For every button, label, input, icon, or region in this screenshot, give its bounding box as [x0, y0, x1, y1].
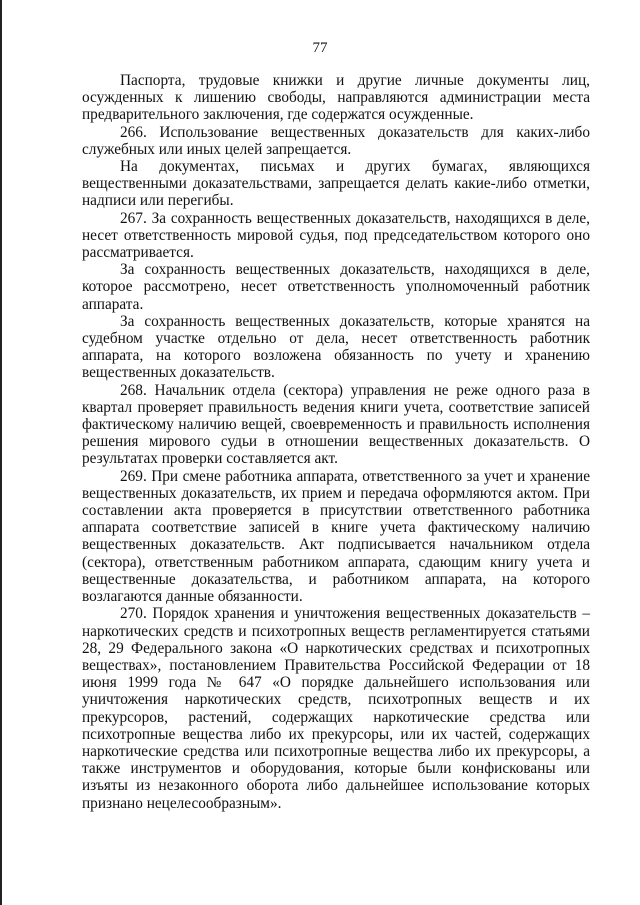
- paragraph-270: 270. Порядок хранения и уничтожения вещественных доказательств – наркотических средств и психотропных веществ регламентируется статьями 28, 29 Федерального закона «О наркотических средствах и психотропных веществах», постановлением Правительства Российской Федерации от 18 июня 1999 года № 647 «О порядке дальнейшего использования или уничтожения наркотических средств, психотропных веществ и их прекурсоров, растений, содержащих наркотические средства или психотропные вещества либо их прекурсоры, или их частей, содержащих наркотические средства или психотропные вещества либо их прекурсоры, а также инструментов и оборудования, которые были конфискованы или изъяты из незаконного оборота либо дальнейшее использование которых признано нецелесообразным».: [82, 605, 590, 812]
- paragraph-269: 269. При смене работника аппарата, ответственного за учет и хранение вещественных доказательств, их прием и передача оформляются актом. При составлении акта проверяется в присутствии ответственного работника аппарата соответствие записей в книге учета фактическому наличию вещественных доказательств. Акт подписывается начальником отдела (сектора), ответственным работником аппарата, сдающим книгу учета и вещественные доказательства, и работником аппарата, на которого возлагаются данные обязанности.: [82, 467, 590, 606]
- page-number: 77: [312, 40, 328, 56]
- paragraph-documents-of-convicts: Паспорта, трудовые книжки и другие личные документы лиц, осужденных к лишению свободы, направляются администрации места предварительного заключения, где содержатся осужденные.: [82, 72, 590, 124]
- document-body: [82, 72, 590, 812]
- paragraph-266-marks: На документах, письмах и других бумагах, являющихся вещественными доказательствами, запрещается делать какие-либо отметки, надписи или перегибы.: [82, 158, 590, 210]
- page-left-edge: [0, 0, 2, 905]
- paragraph-267-considered-case: За сохранность вещественных доказательств, находящихся в деле, которое рассмотрено, несет ответственность уполномоченный работник аппарата.: [82, 261, 590, 313]
- paragraph-267: 267. За сохранность вещественных доказательств, находящихся в деле, несет ответственность мировой судья, под председательством которого оно рассматривается.: [82, 209, 590, 262]
- paragraph-267-separate-storage: За сохранность вещественных доказательств, которые хранятся на судебном участке отдельно от дела, несет ответственность работник аппарата, на которого возложена обязанность по учету и хранению вещественных доказательств.: [82, 312, 590, 382]
- paragraph-266: 266. Использование вещественных доказательств для каких-либо служебных или иных целей запрещается.: [82, 123, 590, 158]
- paragraph-268: 268. Начальник отдела (сектора) управления не реже одного раза в квартал проверяет правильность ведения книги учета, соответствие записей фактическому наличию вещей, своевременность и правильность исполнения решения мирового судьи в отношении вещественных доказательств. О результатах проверки составляется акт.: [82, 381, 590, 468]
